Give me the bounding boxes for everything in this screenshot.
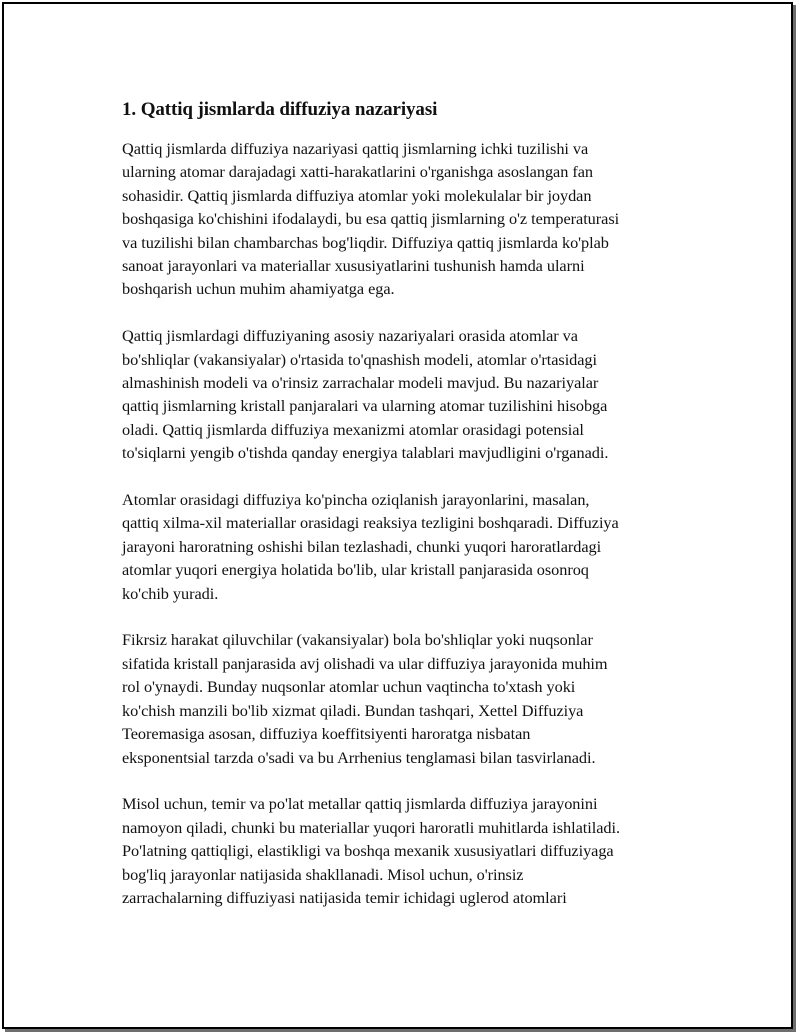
text-line: rol o'ynaydi. Bunday nuqsonlar atomlar uchun vaqtincha to'xtash yoki — [122, 677, 576, 697]
text-line: Atomlar orasidagi diffuziya ko'pincha oziqlanish jarayonlarini, masalan, — [122, 490, 590, 510]
text-line: ko'chib yuradi. — [122, 583, 219, 603]
text-line: zarrachalarning diffuziyasi natijasida temir ichidagi uglerod atomlari — [122, 887, 567, 907]
text-line: oladi. Qattiq jismlarda diffuziya mexanizmi atomlar orasidagi potensial — [122, 419, 584, 439]
text-line: Misol uchun, temir va po'lat metallar qattiq jismlarda diffuziya jarayonini — [122, 794, 598, 814]
text-line: jarayoni haroratning oshishi bilan tezlashadi, chunki yuqori haroratlardagi — [122, 536, 602, 556]
text-line: Teoremasiga asosan, diffuziya koeffitsiyenti haroratga nisbatan — [122, 724, 531, 744]
text-line: almashinish modeli va o'rinsiz zarrachalar modeli mavjud. Bu nazariyalar — [122, 373, 599, 393]
text-line: boshqasiga ko'chishini ifodalaydi, bu esa qattiq jismlarning o'z temperaturasi — [122, 209, 620, 229]
section-heading: 1. Qattiq jismlarda diffuziya nazariyasi — [122, 99, 438, 120]
text-line: sanoat jarayonlari va materiallar xususiyatlarini tushunish hamda ularni — [122, 256, 585, 276]
text-line: qattiq jismlarning kristall panjaralari va ularning atomar tuzilishini hisobga — [122, 396, 608, 416]
paragraph-3 — [122, 488, 702, 605]
document-body — [122, 98, 702, 933]
text-line: Po'latning qattiqligi, elastikligi va boshqa mexanik xususiyatlari diffuziyaga — [122, 841, 614, 861]
text-line: namoyon qiladi, chunki bu materiallar yuqori haroratli muhitlarda ishlatiladi. — [122, 817, 620, 837]
text-line: sohasidir. Qattiq jismlarda diffuziya atomlar yoki molekulalar bir joydan — [122, 185, 592, 205]
text-line: sifatida kristall panjarasida avj olishadi va ular diffuziya jarayonida muhim — [122, 653, 608, 673]
text-line: eksponentsial tarzda o'sadi va bu Arrhenius tenglamasi bilan tasvirlanadi. — [122, 747, 596, 767]
text-line: ko'chish manzili bo'lib xizmat qiladi. Bundan tashqari, Xettel Diffuziya — [122, 700, 584, 720]
document-page — [2, 2, 793, 1029]
text-line: boshqarish uchun muhim ahamiyatga ega. — [122, 279, 395, 299]
text-line: Qattiq jismlardagi diffuziyaning asosiy nazariyalari orasida atomlar va — [122, 326, 578, 346]
paragraph-5 — [122, 792, 702, 909]
text-line: Qattiq jismlarda diffuziya nazariyasi qattiq jismlarning ichki tuzilishi va — [122, 139, 589, 158]
text-line: va tuzilishi bilan chambarchas bog'liqdir. Diffuziya qattiq jismlarda ko'plab — [122, 232, 609, 252]
paragraph-2 — [122, 324, 702, 464]
paragraph-4 — [122, 628, 702, 768]
text-line: bo'shliqlar (vakansiyalar) o'rtasida to'qnashish modeli, atomlar o'rtasidagi — [122, 349, 597, 369]
text-line: Fikrsiz harakat qiluvchilar (vakansiyalar) bola bo'shliqlar yoki nuqsonlar — [122, 630, 593, 650]
text-line: to'siqlarni yengib o'tishda qanday energiya talablari mavjudligini o'rganadi. — [122, 443, 609, 463]
paragraph-1 — [122, 137, 702, 301]
text-line: ularning atomar darajadagi xatti-harakatlarini o'rganishga asoslangan fan — [122, 162, 593, 182]
text-line: qattiq xilma-xil materiallar orasidagi reaksiya tezligini boshqaradi. Diffuziya — [122, 513, 619, 533]
text-line: atomlar yuqori energiya holatida bo'lib, ular kristall panjarasida osonroq — [122, 560, 589, 580]
text-line: bog'liq jarayonlar natijasida shakllanadi. Misol uchun, o'rinsiz — [122, 864, 524, 884]
